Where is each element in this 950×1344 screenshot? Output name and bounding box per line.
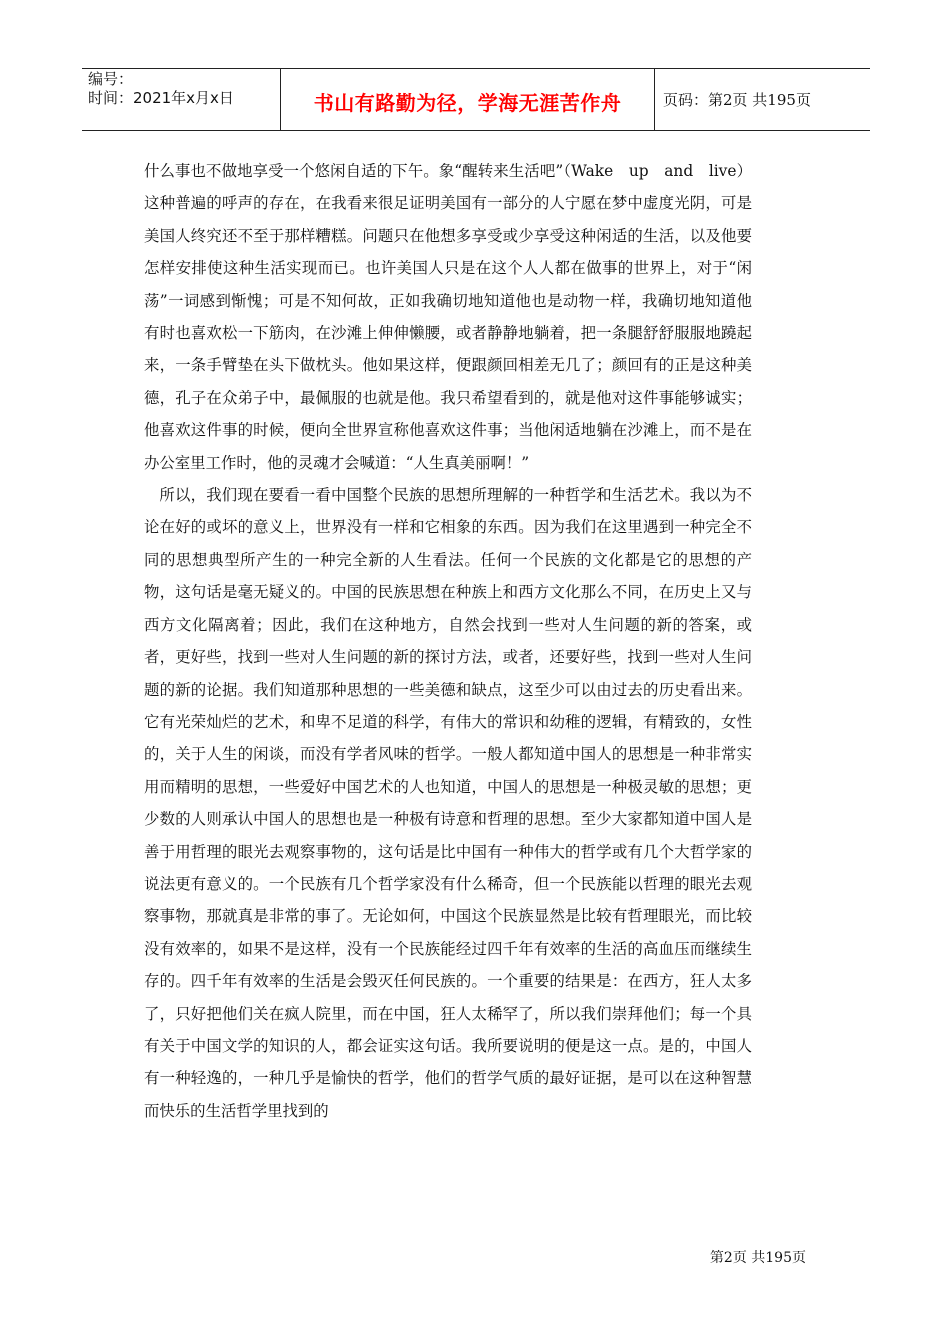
time-label: 时间：2021年x月x日 <box>88 89 234 107</box>
header-page-cell <box>655 69 870 130</box>
page-footer: 第2页 共195页 <box>709 1250 806 1266</box>
header-page-number: 页码：第2页 共195页 <box>663 91 811 109</box>
header-meta <box>82 69 281 130</box>
document-body <box>144 155 752 1127</box>
header-motto: 书山有路勤为径，学海无涯苦作舟 <box>313 91 622 115</box>
header-motto-cell <box>281 69 655 130</box>
body-paragraph-2: 所以，我们现在要看一看中国整个民族的思想所理解的一种哲学和生活艺术。我以为不论在好的或坏的意义上，世界没有一样和它相象的东西。因为我们在这里遇到一种完全不同的思想典型所产生的一种完全新的人生看法。任何一个民族的文化都是它的思想的产物，这句话是毫无疑义的。中国的民族思想在种族上和西方文化那么不同，在历史上又与西方文化隔离着；因此，我们在这种地方，自然会找到一些对人生问题的新的答案，或者，更好些，找到一些对人生问题的新的探讨方法，或者，还要好些，找到一些对人生问题的新的论据。我们知道那种思想的一些美德和缺点，这至少可以由过去的历史看出来。它有光荣灿烂的艺术，和卑不足道的科学，有伟大的常识和幼稚的逻辑，有精致的，女性的，关于人生的闲谈，而没有学者风味的哲学。一般人都知道中国人的思想是一种非常实用而精明的思想，一些爱好中国艺术的人也知道，中国人的思想是一种极灵敏的思想；更少数的人则承认中国人的思想也是一种极有诗意和哲理的思想。至少大家都知道中国人是善于用哲理的眼光去观察事物的，这句话是比中国有一种伟大的哲学或有几个大哲学家的说法更有意义的。一个民族有几个哲学家没有什么稀奇，但一个民族能以哲理的眼光去观察事物，那就真是非常的事了。无论如何，中国这个民族显然是比较有哲理眼光，而比较没有效率的，如果不是这样，没有一个民族能经过四千年有效率的生活的高血压而继续生存的。四千年有效率的生活是会毁灭任何民族的。一个重要的结果是：在西方，狂人太多了，只好把他们关在疯人院里，而在中国，狂人太稀罕了，所以我们崇拜他们；每一个具有关于中国文学的知识的人，都会证实这句话。我所要说明的便是这一点。是的，中国人有一种轻逸的，一种几乎是愉快的哲学，他们的哲学气质的最好证据，是可以在这种智慧而快乐的生活哲学里找到的 <box>144 486 752 1120</box>
body-paragraph-1: 什么事也不做地享受一个悠闲自适的下午。象“醒转来生活吧”（Wake up and live）这种普遍的呼声的存在，在我看来很足证明美国有一部分的人宁愿在梦中虚度光阴，可是美国人终究还不至于那样糟糕。问题只在他想多享受或少享受这种闲适的生活，以及他要怎样安排使这种生活实现而已。也许美国人只是在这个人人都在做事的世界上，对于“闲荡”一词感到惭愧；可是不知何故，正如我确切地知道他也是动物一样，我确切地知道他有时也喜欢松一下筋肉，在沙滩上伸伸懒腰，或者静静地躺着，把一条腿舒舒服服地蹺起来，一条手臂垫在头下做枕头。他如果这样，便跟颜回相差无几了；颜回有的正是这种美德，孔子在众弟子中，最佩服的也就是他。我只希望看到的，就是他对这件事能够诚实；他喜欢这件事的时候，便向全世界宣称他喜欢这件事；当他闲适地躺在沙滩上，而不是在办公室里工作时，他的灵魂才会喊道：“人生真美丽啊！” <box>144 162 752 472</box>
page-header <box>82 68 870 131</box>
serial-number-label: 编号： <box>88 70 134 88</box>
